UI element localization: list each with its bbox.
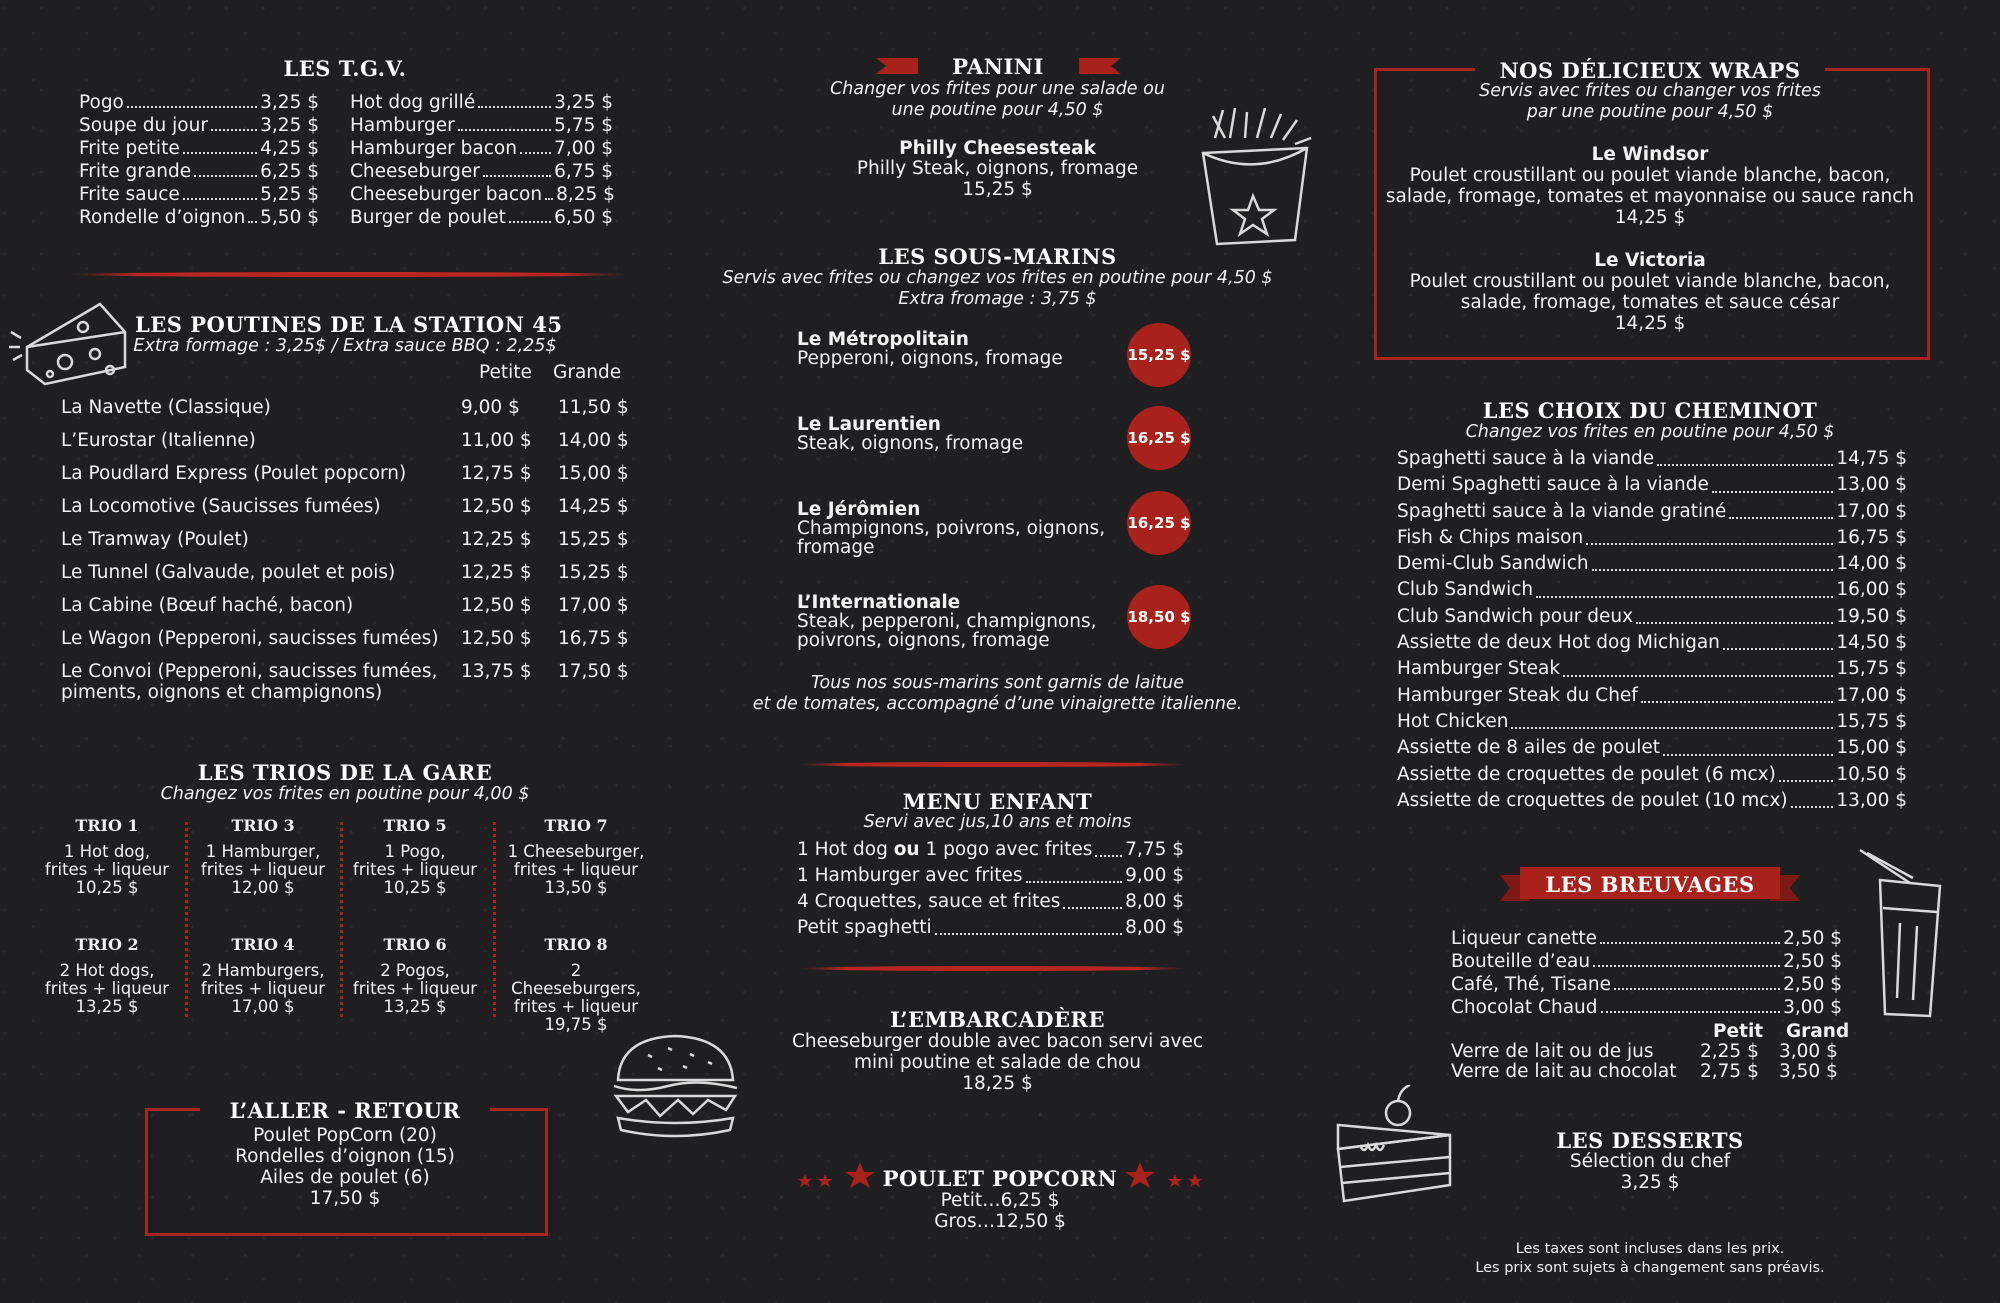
list-item: Assiette de croquettes de poulet (10 mcx) 13,00 $ <box>1397 789 1907 811</box>
wrap-windsor: Le Windsor Poulet croustillant ou poulet viande blanche, bacon, salade, fromage, tomates et mayonnaise ou sauce ranch 14,25 $ <box>1385 144 1915 228</box>
list-item: Hamburger 5,75 $ <box>350 115 613 136</box>
sousmarins-subtitle: Servis avec frites ou changez vos frites en poutine pour 4,50 $ Extra fromage : 3,75 $ <box>722 268 1273 309</box>
list-item: Demi Spaghetti sauce à la viande 13,00 $ <box>1397 474 1907 496</box>
table-row: Le Tramway (Poulet) 12,25 $ 15,25 $ <box>61 529 629 550</box>
enfant-title: MENU ENFANT <box>902 789 1093 814</box>
divider <box>800 762 1185 767</box>
embarcadere-desc: Cheeseburger double avec bacon servi avec mini poutine et salade de chou 18,25 $ <box>791 1031 1204 1094</box>
list-item: Frite sauce 5,25 $ <box>79 184 319 205</box>
table-row: L’Eurostar (Italienne) 11,00 $ 14,00 $ <box>61 430 629 451</box>
aller-title: L’ALLER - RETOUR <box>200 1098 490 1123</box>
list-item: 4 Croquettes, sauce et frites 8,00 $ <box>797 891 1184 912</box>
panini-subtitle: Changer vos frites pour une salade ou une poutine pour 4,50 $ <box>830 79 1165 120</box>
list-item: 1 Hot dog ou 1 pogo avec frites 7,75 $ <box>797 839 1184 860</box>
panini-item-name: Philly Cheesesteak <box>899 138 1096 159</box>
desserts-title: LES DESSERTS <box>1556 1128 1744 1153</box>
tgv-right-list <box>350 91 613 229</box>
milk-col-large: Grand <box>1786 1021 1850 1042</box>
list-item: 1 Hamburger avec frites 9,00 $ <box>797 865 1184 886</box>
list-item: Petit spaghetti 8,00 $ <box>797 917 1184 938</box>
milk-price-small: 2,75 $ <box>1700 1061 1759 1082</box>
breuvages-title: LES BREUVAGES <box>1545 872 1755 897</box>
price-badge: 16,25 $ <box>1127 491 1191 555</box>
sub-item: L’Internationale Steak, pepperoni, champignons, poivrons, oignons, fromage <box>797 592 1097 651</box>
aller-line: Poulet PopCorn (20) <box>253 1125 437 1146</box>
list-item: Café, Thé, Tisane 2,50 $ <box>1451 974 1842 995</box>
trio-card: TRIO 2 2 Hot dogs, frites + liqueur 13,25 $ <box>44 935 170 1016</box>
trio-card: TRIO 6 2 Pogos, frites + liqueur 13,25 $ <box>352 935 478 1016</box>
desserts-desc: Sélection du chef 3,25 $ <box>1569 1151 1731 1193</box>
list-item: Cheeseburger bacon 8,25 $ <box>350 184 615 205</box>
footer-line: Les taxes sont incluses dans les prix. <box>1515 1241 1785 1257</box>
divider <box>493 822 496 1017</box>
milk-col-small: Petit <box>1713 1021 1764 1042</box>
milk-row: Verre de lait au chocolat <box>1451 1061 1677 1082</box>
trio-card: TRIO 3 1 Hamburger, frites + liqueur 12,00 $ <box>200 816 326 897</box>
divider <box>800 966 1185 971</box>
aller-lines <box>150 1125 540 1209</box>
poutines-subtitle: Extra formage : 3,25$ / Extra sauce BBQ : 2,25$ <box>133 336 557 356</box>
footer-note <box>1430 1240 1870 1278</box>
poutines-table <box>61 362 631 712</box>
sousmarins-title: LES SOUS-MARINS <box>878 244 1117 269</box>
breuvages-list <box>1451 927 1842 1019</box>
table-row: La Cabine (Bœuf haché, bacon) 12,50 $ 17,00 $ <box>61 595 629 616</box>
price-badge: 16,25 $ <box>1127 406 1191 470</box>
list-item: Chocolat Chaud 3,00 $ <box>1451 997 1842 1018</box>
list-item: Fish & Chips maison 16,75 $ <box>1397 526 1907 548</box>
sub-item: Le Métropolitain Pepperoni, oignons, fromage <box>797 329 1063 369</box>
drink-icon <box>1855 848 1945 1023</box>
cheminot-list <box>1397 446 1907 814</box>
list-item: Frite petite 4,25 $ <box>79 138 319 159</box>
wrap-victoria: Le Victoria Poulet croustillant ou poulet viande blanche, bacon, salade, fromage, tomates et sauce césar 14,25 $ <box>1409 250 1891 334</box>
list-item: Hot dog grillé 3,25 $ <box>350 92 613 113</box>
list-item: Demi-Club Sandwich 14,00 $ <box>1397 553 1907 575</box>
panini-desc: Philly Steak, oignons, fromage 15,25 $ <box>856 158 1139 200</box>
table-row: Le Wagon (Pepperoni, saucisses fumées) 12,50 $ 16,75 $ <box>61 628 629 649</box>
tgv-left-list <box>79 91 319 229</box>
list-item: Liqueur canette 2,50 $ <box>1451 928 1842 949</box>
list-item: Rondelle d’oignon 5,50 $ <box>79 207 319 228</box>
sub-item: Le Jérômien Champignons, poivrons, oignons, fromage <box>797 499 1106 558</box>
list-item: Spaghetti sauce à la viande 14,75 $ <box>1397 448 1907 469</box>
list-item: Hamburger Steak 15,75 $ <box>1397 658 1907 680</box>
wraps-subtitle: Servis avec frites ou changer vos frites par une poutine pour 4,50 $ <box>1479 81 1821 122</box>
price-badge: 15,25 $ <box>1127 323 1191 387</box>
embarcadere-title: L’EMBARCADÈRE <box>890 1007 1105 1032</box>
list-item: Cheeseburger 6,75 $ <box>350 161 613 182</box>
list-item: Hamburger Steak du Chef 17,00 $ <box>1397 684 1907 706</box>
burger-icon <box>608 1030 743 1145</box>
trio-card: TRIO 5 1 Pogo, frites + liqueur 10,25 $ <box>352 816 478 897</box>
table-row: La Poudlard Express (Poulet popcorn) 12,75 $ 15,00 $ <box>61 463 629 484</box>
list-item: Burger de poulet 6,50 $ <box>350 207 613 228</box>
table-row: Le Tunnel (Galvaude, poulet et pois) 12,25 $ 15,25 $ <box>61 562 629 583</box>
divider <box>70 272 630 277</box>
list-item: Hot Chicken 15,75 $ <box>1397 710 1907 732</box>
trio-card: TRIO 4 2 Hamburgers, frites + liqueur 17,00 $ <box>200 935 326 1016</box>
list-item: Club Sandwich 16,00 $ <box>1397 579 1907 601</box>
footer-line: Les prix sont sujets à changement sans préavis. <box>1475 1260 1825 1276</box>
list-item: Frite grande 6,25 $ <box>79 161 319 182</box>
cheminot-title: LES CHOIX DU CHEMINOT <box>1482 398 1818 423</box>
milk-price-small: 2,25 $ <box>1700 1041 1759 1062</box>
trios-subtitle: Changez vos frites en poutine pour 4,00 $ <box>160 784 530 804</box>
list-item: Assiette de croquettes de poulet (6 mcx) 10,50 $ <box>1397 763 1907 785</box>
tgv-title: LES T.G.V. <box>283 56 407 81</box>
col-large-header: Grande <box>553 362 622 383</box>
list-item: Soupe du jour 3,25 $ <box>79 115 319 136</box>
list-item: Assiette de 8 ailes de poulet 15,00 $ <box>1397 737 1907 759</box>
enfant-list <box>797 837 1184 941</box>
list-item: Club Sandwich pour deux 19,50 $ <box>1397 605 1907 627</box>
list-item: Assiette de deux Hot dog Michigan 14,50 $ <box>1397 632 1907 654</box>
trio-card: TRIO 7 1 Cheeseburger, frites + liqueur 13,50 $ <box>507 816 645 897</box>
sousmarins-note: Tous nos sous-marins sont garnis de laitue et de tomates, accompagné d’une vinaigrette italienne. <box>752 673 1243 714</box>
list-item: Hamburger bacon 7,00 $ <box>350 138 613 159</box>
milk-row: Verre de lait ou de jus <box>1451 1041 1654 1062</box>
list-item: Bouteille d’eau 2,50 $ <box>1451 951 1842 972</box>
trios-title: LES TRIOS DE LA GARE <box>197 760 493 785</box>
divider <box>340 822 343 1017</box>
popcorn-title: POULET POPCORN <box>882 1166 1118 1191</box>
col-small-header: Petite <box>479 362 532 383</box>
popcorn-prices: Petit…6,25 $ Gros…12,50 $ <box>934 1190 1066 1232</box>
aller-line: Rondelles d’oignon (15) <box>235 1146 455 1167</box>
poutines-header <box>61 362 631 386</box>
table-row: Le Convoi (Pepperoni, saucisses fumées, piments, oignons et champignons) 13,75 $ 17,50 $ <box>61 661 629 703</box>
fries-icon <box>1195 108 1315 248</box>
aller-price: 17,50 $ <box>309 1188 381 1209</box>
poutines-title: LES POUTINES DE LA STATION 45 <box>135 312 563 337</box>
cheminot-subtitle: Changez vos frites en poutine pour 4,50 $ <box>1465 422 1835 442</box>
table-row: La Navette (Classique) 9,00 $ 11,50 $ <box>61 397 629 418</box>
sub-item: Le Laurentien Steak, oignons, fromage <box>797 414 1024 454</box>
price-badge: 18,50 $ <box>1127 585 1191 649</box>
enfant-subtitle: Servi avec jus,10 ans et moins <box>863 812 1132 832</box>
milk-price-large: 3,00 $ <box>1779 1041 1838 1062</box>
aller-line: Ailes de poulet (6) <box>260 1167 430 1188</box>
panini-title: PANINI <box>952 54 1044 79</box>
trio-card: TRIO 1 1 Hot dog, frites + liqueur 10,25 $ <box>44 816 170 897</box>
list-item: Spaghetti sauce à la viande gratiné 17,00 $ <box>1397 500 1907 522</box>
cake-icon <box>1330 1085 1460 1205</box>
table-row: La Locomotive (Saucisses fumées) 12,50 $ 14,25 $ <box>61 496 629 517</box>
list-item: Pogo 3,25 $ <box>79 92 319 113</box>
milk-price-large: 3,50 $ <box>1779 1061 1838 1082</box>
trio-card: TRIO 8 2 Cheeseburgers, frites + liqueur 19,75 $ <box>511 935 641 1034</box>
divider <box>185 822 188 1017</box>
wraps-title: NOS DÉLICIEUX WRAPS <box>1475 58 1825 83</box>
